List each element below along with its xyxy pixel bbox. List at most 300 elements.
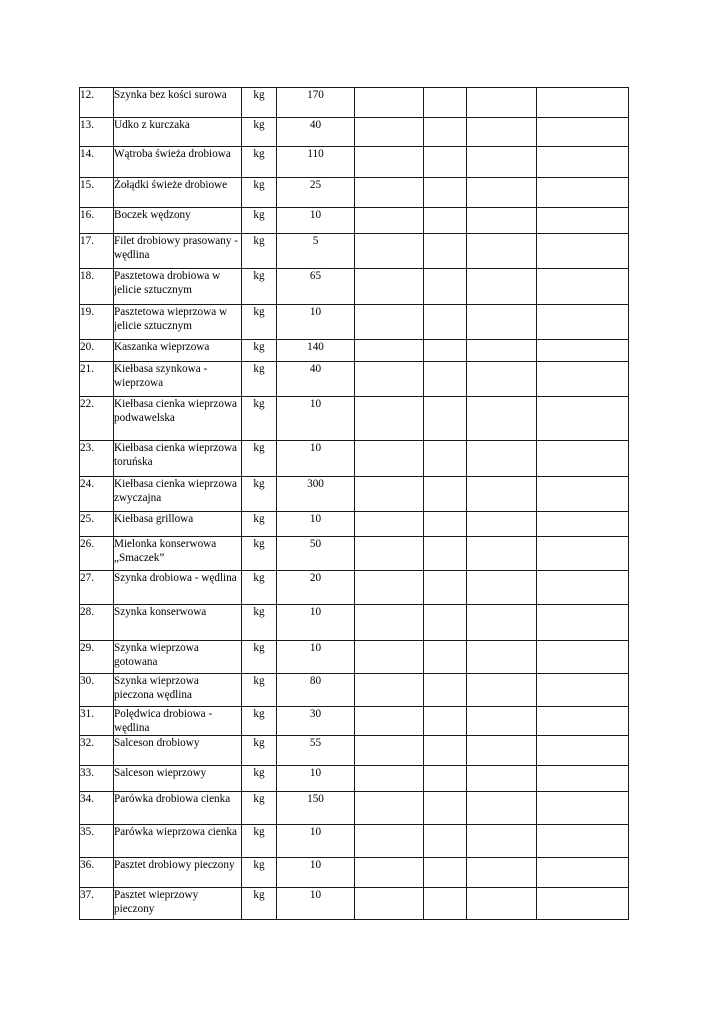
product-name: Parówka drobiowa cienka [114,793,231,805]
quantity-cell [277,362,355,397]
empty-cell [537,178,629,208]
row-number: 31. [80,708,94,720]
empty-cell [537,571,629,605]
unit: kg [253,889,265,901]
quantity: 10 [309,826,322,838]
product-name: Kiełbasa cienka wieprzowa podwawelska [114,398,238,424]
product-name-cell [114,858,242,888]
empty-cell [467,605,537,641]
unit-cell [242,512,277,537]
quantity-cell [277,88,355,118]
row-number-cell [80,674,114,707]
row-number: 17. [80,235,94,247]
empty-cell [424,178,467,208]
table-row [80,512,629,537]
product-name: Salceson wieprzowy [114,767,207,779]
row-number: 28. [80,606,94,618]
unit-cell [242,340,277,362]
empty-cell [537,707,629,736]
quantity-cell [277,537,355,571]
product-name-cell [114,441,242,477]
row-number-cell [80,234,114,269]
empty-cell [355,208,424,234]
empty-cell [467,766,537,792]
quantity: 55 [309,737,322,749]
product-name: Szynka wieprzowa gotowana [114,642,199,668]
unit-cell [242,234,277,269]
quantity-cell [277,571,355,605]
product-name: Pasztetowa drobiowa w jelicie sztucznym [114,270,221,296]
empty-cell [537,208,629,234]
table-row [80,362,629,397]
empty-cell [537,888,629,920]
quantity: 80 [309,675,322,687]
empty-cell [467,340,537,362]
table-row [80,269,629,305]
quantity-cell [277,888,355,920]
empty-cell [355,234,424,269]
row-number-cell [80,605,114,641]
quantity-cell [277,477,355,512]
product-name: Filet drobiowy prasowany - wędlina [114,235,238,261]
empty-cell [467,674,537,707]
quantity-cell [277,674,355,707]
empty-cell [424,825,467,858]
unit: kg [253,363,265,375]
empty-cell [424,674,467,707]
product-name: Pasztetowa wieprzowa w jelicie sztucznym [114,306,228,332]
empty-cell [355,888,424,920]
product-name-cell [114,397,242,441]
product-name-cell [114,477,242,512]
product-name-cell [114,118,242,147]
product-name-cell [114,766,242,792]
row-number: 21. [80,363,94,375]
row-number-cell [80,707,114,736]
row-number: 20. [80,341,94,353]
empty-cell [537,537,629,571]
quantity-cell [277,118,355,147]
unit-cell [242,641,277,674]
empty-cell [355,477,424,512]
empty-cell [424,208,467,234]
unit: kg [253,341,265,353]
empty-cell [537,305,629,340]
unit: kg [253,398,265,410]
row-number: 30. [80,675,94,687]
unit-cell [242,766,277,792]
empty-cell [467,269,537,305]
quantity-cell [277,858,355,888]
empty-cell [355,147,424,178]
unit-cell [242,397,277,441]
quantity-cell [277,766,355,792]
unit-cell [242,147,277,178]
product-name: Szynka wieprzowa pieczona wędlina [114,675,199,701]
quantity: 170 [307,89,324,101]
row-number-cell [80,441,114,477]
row-number-cell [80,477,114,512]
empty-cell [467,441,537,477]
quantity: 20 [309,572,322,584]
empty-cell [467,537,537,571]
unit: kg [253,513,265,525]
quantity-cell [277,147,355,178]
row-number-cell [80,825,114,858]
quantity-cell [277,208,355,234]
row-number: 16. [80,209,94,221]
quantity: 5 [312,235,319,247]
row-number: 24. [80,478,94,490]
table-row [80,234,629,269]
product-name-cell [114,674,242,707]
row-number: 12. [80,89,94,101]
row-number-cell [80,888,114,920]
quantity-cell [277,441,355,477]
quantity: 150 [307,793,324,805]
empty-cell [467,118,537,147]
product-name-cell [114,571,242,605]
quantity: 10 [309,606,322,618]
table-row [80,441,629,477]
product-name: Szynka konserwowa [114,606,207,618]
empty-cell [537,674,629,707]
empty-cell [537,766,629,792]
empty-cell [424,858,467,888]
unit-cell [242,571,277,605]
empty-cell [424,441,467,477]
quantity: 10 [309,889,322,901]
row-number: 34. [80,793,94,805]
quantity: 25 [309,179,322,191]
empty-cell [467,888,537,920]
unit: kg [253,737,265,749]
product-name: Polędwica drobiowa - wędlina [114,708,213,734]
unit-cell [242,674,277,707]
empty-cell [537,858,629,888]
quantity: 30 [309,708,322,720]
empty-cell [537,825,629,858]
product-name-cell [114,736,242,766]
empty-cell [424,234,467,269]
quantity: 300 [307,478,324,490]
empty-cell [355,605,424,641]
row-number-cell [80,397,114,441]
unit-cell [242,178,277,208]
quantity-cell [277,234,355,269]
quantity: 50 [309,538,322,550]
unit: kg [253,478,265,490]
quantity-cell [277,792,355,825]
unit: kg [253,572,265,584]
row-number-cell [80,269,114,305]
unit: kg [253,270,265,282]
unit-cell [242,118,277,147]
empty-cell [467,397,537,441]
product-name: Salceson drobiowy [114,737,200,749]
quantity: 10 [309,442,322,454]
product-name: Pasztet wieprzowy pieczony [114,889,199,915]
empty-cell [467,825,537,858]
quantity-cell [277,825,355,858]
unit-cell [242,305,277,340]
unit: kg [253,767,265,779]
empty-cell [467,305,537,340]
empty-cell [467,512,537,537]
unit: kg [253,793,265,805]
product-name-cell [114,707,242,736]
empty-cell [467,477,537,512]
empty-cell [537,397,629,441]
empty-cell [355,571,424,605]
row-number-cell [80,340,114,362]
table-row [80,147,629,178]
quantity-cell [277,707,355,736]
products-table [79,87,629,920]
empty-cell [467,178,537,208]
row-number: 18. [80,270,94,282]
unit-cell [242,208,277,234]
empty-cell [537,441,629,477]
empty-cell [537,147,629,178]
empty-cell [537,512,629,537]
product-name: Kaszanka wieprzowa [114,341,210,353]
unit-cell [242,605,277,641]
table-row [80,707,629,736]
empty-cell [424,641,467,674]
quantity: 10 [309,642,322,654]
empty-cell [355,674,424,707]
product-name: Kiełbasa cienka wieprzowa toruńska [114,442,238,468]
table-row [80,736,629,766]
product-name-cell [114,792,242,825]
empty-cell [537,736,629,766]
table-row [80,178,629,208]
row-number-cell [80,641,114,674]
empty-cell [355,118,424,147]
empty-cell [355,858,424,888]
empty-cell [424,888,467,920]
empty-cell [537,340,629,362]
product-name: Udko z kurczaka [114,119,190,131]
product-name-cell [114,269,242,305]
empty-cell [355,305,424,340]
product-name: Żołądki świeże drobiowe [114,179,228,191]
table-body [80,88,629,920]
unit-cell [242,362,277,397]
row-number-cell [80,362,114,397]
empty-cell [355,269,424,305]
unit-cell [242,441,277,477]
unit: kg [253,826,265,838]
unit-cell [242,858,277,888]
empty-cell [424,340,467,362]
product-name: Pasztet drobiowy pieczony [114,859,235,871]
quantity-cell [277,340,355,362]
empty-cell [355,537,424,571]
quantity: 40 [309,119,322,131]
empty-cell [424,88,467,118]
product-name-cell [114,825,242,858]
row-number-cell [80,147,114,178]
product-name-cell [114,88,242,118]
quantity: 65 [309,270,322,282]
table-row [80,118,629,147]
unit: kg [253,179,265,191]
quantity-cell [277,397,355,441]
product-name-cell [114,178,242,208]
table-row [80,766,629,792]
quantity: 10 [309,209,322,221]
empty-cell [424,512,467,537]
unit-cell [242,88,277,118]
table-row [80,674,629,707]
quantity: 10 [309,859,322,871]
empty-cell [424,571,467,605]
product-name-cell [114,537,242,571]
product-name: Boczek wędzony [114,209,191,221]
unit: kg [253,306,265,318]
quantity-cell [277,178,355,208]
row-number-cell [80,305,114,340]
row-number: 35. [80,826,94,838]
empty-cell [467,208,537,234]
quantity-cell [277,512,355,537]
table-row [80,792,629,825]
table-row [80,537,629,571]
quantity-cell [277,641,355,674]
empty-cell [467,362,537,397]
unit: kg [253,606,265,618]
empty-cell [467,571,537,605]
empty-cell [537,234,629,269]
quantity: 40 [309,363,322,375]
unit: kg [253,675,265,687]
row-number: 29. [80,642,94,654]
empty-cell [355,792,424,825]
empty-cell [467,147,537,178]
empty-cell [537,641,629,674]
unit: kg [253,538,265,550]
row-number-cell [80,858,114,888]
empty-cell [537,362,629,397]
empty-cell [537,477,629,512]
unit: kg [253,642,265,654]
table-row [80,477,629,512]
row-number-cell [80,512,114,537]
empty-cell [424,397,467,441]
row-number-cell [80,736,114,766]
quantity: 140 [307,341,324,353]
row-number: 33. [80,767,94,779]
table-row [80,888,629,920]
empty-cell [537,605,629,641]
row-number: 25. [80,513,94,525]
table-row [80,858,629,888]
row-number-cell [80,208,114,234]
unit-cell [242,736,277,766]
row-number: 15. [80,179,94,191]
unit: kg [253,119,265,131]
product-name-cell [114,605,242,641]
empty-cell [355,88,424,118]
quantity-cell [277,269,355,305]
unit-cell [242,825,277,858]
quantity-cell [277,605,355,641]
row-number-cell [80,537,114,571]
row-number: 26. [80,538,94,550]
quantity: 10 [309,513,322,525]
row-number-cell [80,178,114,208]
product-name: Kiełbasa szynkowa - wieprzowa [114,363,208,389]
empty-cell [424,118,467,147]
empty-cell [355,397,424,441]
row-number-cell [80,766,114,792]
product-name-cell [114,305,242,340]
product-name: Parówka wieprzowa cienka [114,826,238,838]
empty-cell [424,766,467,792]
product-name: Szynka drobiowa - wędlina [114,572,237,584]
row-number: 14. [80,148,94,160]
row-number: 32. [80,737,94,749]
product-name: Kiełbasa cienka wieprzowa zwyczajna [114,478,238,504]
empty-cell [424,707,467,736]
unit-cell [242,537,277,571]
unit-cell [242,792,277,825]
row-number: 13. [80,119,94,131]
product-name: Kiełbasa grillowa [114,513,194,525]
empty-cell [424,362,467,397]
empty-cell [355,736,424,766]
table-row [80,641,629,674]
product-name-cell [114,234,242,269]
empty-cell [467,736,537,766]
product-name-cell [114,147,242,178]
unit: kg [253,209,265,221]
unit: kg [253,859,265,871]
table-row [80,397,629,441]
row-number-cell [80,118,114,147]
empty-cell [467,641,537,674]
table-row [80,88,629,118]
empty-cell [537,269,629,305]
table-row [80,571,629,605]
quantity-cell [277,305,355,340]
row-number: 27. [80,572,94,584]
empty-cell [467,792,537,825]
unit-cell [242,269,277,305]
empty-cell [355,512,424,537]
product-name: Mielonka konserwowa „Smaczek” [114,538,217,564]
table-row [80,340,629,362]
empty-cell [467,858,537,888]
quantity: 110 [307,148,324,160]
quantity-cell [277,736,355,766]
empty-cell [355,340,424,362]
empty-cell [424,477,467,512]
row-number: 37. [80,889,94,901]
unit: kg [253,708,265,720]
unit: kg [253,89,265,101]
product-name: Szynka bez kości surowa [114,89,227,101]
unit-cell [242,477,277,512]
empty-cell [355,707,424,736]
empty-cell [537,792,629,825]
row-number: 23. [80,442,94,454]
empty-cell [424,305,467,340]
empty-cell [467,88,537,118]
empty-cell [424,269,467,305]
